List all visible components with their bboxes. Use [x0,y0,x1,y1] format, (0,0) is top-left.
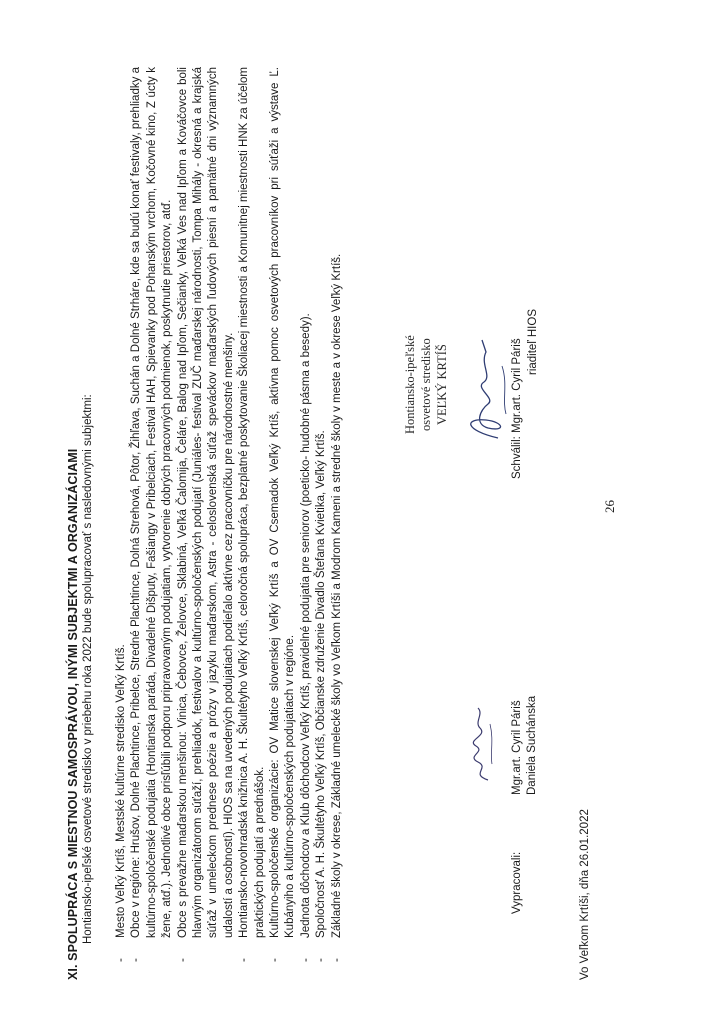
prepared-by-label: Vypracovali: [511,851,523,914]
section-intro: Hontiansko-ipeľské osvetové stredisko v priebehu roka 2022 bude spolupracovať s nasledovnými subjektmi: [82,394,94,944]
list-item-text: Obce v regióne: Hrušov, Dolné Plachtince, Pribelce, Stredné Plachtince, Dolná Strehová, Pôtor, Žihľava, Suchán a Dolné Strháre, kde sa budú konať festivaly, prehliadky a kultúrno-spoločenské podujatia (Hontianska paráda, Divadelné Dišputy, Fašiangy v Pribelciach, Festival HAH, Spievanky pod Pohanským vrchom, Kočovné kino, Z úcty k žene, atď.). Jednotlivé obce prisľúbili podporu pripravovaným podujatiam, vytvorenie dobrých pracovných podmienok, poskytnutie priestorov, atď. [130,67,174,938]
director-signature-image [458,334,514,444]
list-marker: - [299,958,312,962]
signature-image [460,704,500,784]
list-marker: - [238,958,251,962]
list-item-text: Hontiansko-novohradská knižnica A. H. Škultétyho Veľký Krtíš, celoročná spolupráca, bezplatné poskytovanie Školiacej miestnosti a Komunitnej miestnosti HNK za účelom praktických podujatí a prednášok. [238,67,266,938]
list-item-text: Obce s prevažne maďarskou menšinou: Vinica, Čebovce, Želovce, Sklabiná, Veľká Čalomija, Čeláre, Balog nad Ipľom, Sečianky, Veľká Ves nad Ipľom a Kováčovce boli hlavným organizátorom súťaží, prehliadok, festivalov a kultúrno-spoločenských podujatí (Juniáles- festival ZUČ maďarskej národnosti, Tompa Mihály - okresná a krajská súťaž v umeleckom prednese poézie a prózy v jazyku maďarskom, Astra - celoslovenská súťaž speváckov maďarských ľudových piesní a pamätné dni významných udalostí a osobností). HIOS sa na uvedených podujatiach podieľalo aktívne cez pracovníčku pre národnostné menšiny. [176,67,235,938]
list-marker: - [176,958,189,962]
list-item [299,67,314,962]
preparer-name: Daniela Suchánska [526,695,538,795]
list-item-text: Jednota dôchodcov a Klub dôchodcov Veľký Krtíš, pravidelné podujatia pre seniorov (poeticko- hudobné pásma a besedy). [299,313,312,938]
page-number: 26 [602,500,617,513]
list-item-text: Základné školy v okrese, Základné umelecké školy vo Veľkom Krtíši a Modrom Kameni a stredné školy v meste a v okrese Veľký Krtíš. [330,253,343,938]
approver-title: riaditeľ HIOS [527,309,539,375]
stamp-line: VEĽKÝ KRTÍŠ [435,344,449,426]
approved-by-label: Schválil: Mgr.art. Cyril Páriš [511,338,523,479]
list-marker: - [130,958,143,962]
list-item-text: Kultúrno-spoločenské organizácie: OV Matice slovenskej Veľký Krtíš a OV Csemadok Veľký Krtíš, aktívna pomoc osvetových pracovníkov pri súťaži a výstave Ľ. Kubányiho a kultúrno-spoločenských podujatiach v regióne. [269,67,297,938]
list-item [176,67,238,962]
list-item [129,67,175,962]
list-item [330,67,345,962]
preparer-name: Mgr.art. Cyril Páriš [511,700,523,795]
list-item [314,67,329,962]
list-item-text: Spoločnosť A. H. Škultétyho Veľký Krtíš, Občianske združenie Divadlo Štefana Kvietika, Veľký Krtíš. [315,430,328,938]
list-marker: - [330,958,343,962]
list-marker: - [269,958,282,962]
section-heading: XI. SPOLUPRÁCA S MIESTNOU SAMOSPRÁVOU, INÝMI SUBJEKTMI A ORGANIZÁCIAMI [66,448,80,980]
list-item-text: Mesto Veľký Krtíš, Mestské kultúrne stredisko Veľký Krtíš. [115,644,127,938]
official-stamp [402,335,450,434]
prepared-by-names [510,696,540,795]
list-item [268,67,299,962]
stamp-line: osvetové stredisko [419,338,433,431]
stamp-line: Hontiansko-ipeľské [403,335,417,434]
list-item [237,67,268,962]
list-marker: - [115,958,127,962]
list-marker: - [315,958,328,962]
date-line: Vo Veľkom Krtíši, dňa 26.01.2022 [579,809,591,980]
partner-list [114,67,345,962]
list-item [114,67,129,962]
